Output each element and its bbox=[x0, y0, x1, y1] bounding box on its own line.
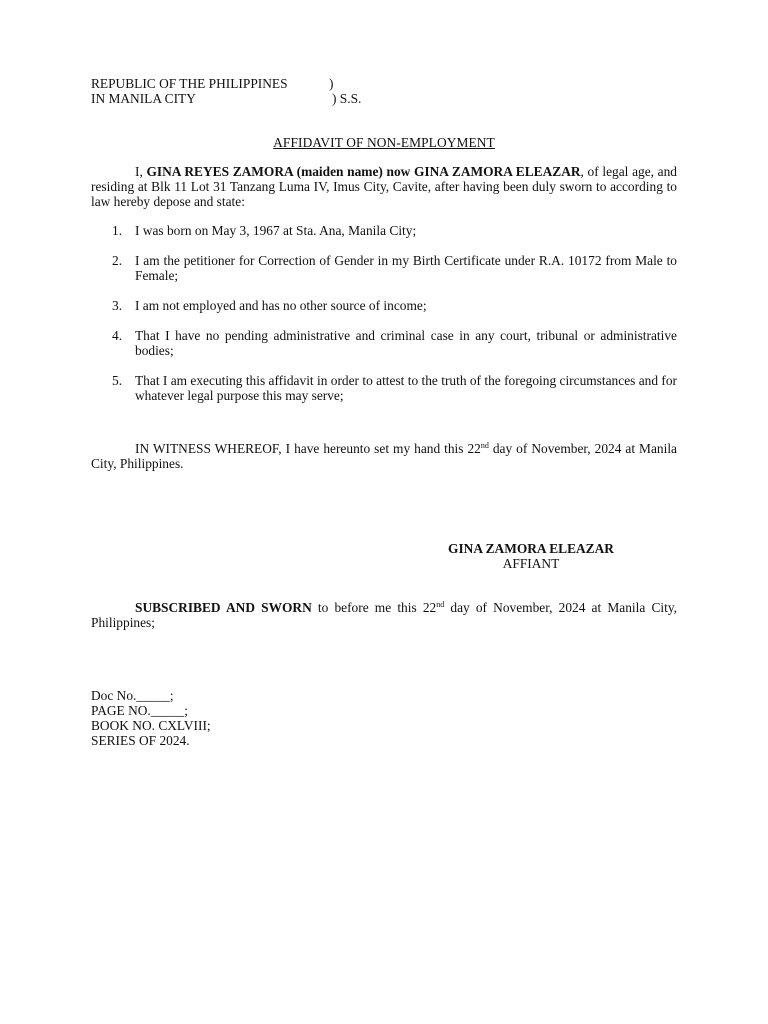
list-item-number: 4. bbox=[112, 328, 123, 343]
list-item-text: I was born on May 3, 1967 at Sta. Ana, Manila City; bbox=[135, 223, 417, 238]
list-item-text: That I am executing this affidavit in order to attest to the truth of the foregoing circumstances and for whatever legal purpose this may serve; bbox=[135, 373, 677, 403]
venue-city-text: IN MANILA CITY bbox=[91, 91, 196, 106]
venue-republic-mark: ) bbox=[329, 76, 334, 91]
list-item-text: That I have no pending administrative and criminal case in any court, tribunal or administrative bodies; bbox=[135, 328, 677, 358]
witness-ordinal-suffix: nd bbox=[480, 441, 489, 450]
intro-paragraph bbox=[91, 164, 677, 209]
list-item-text: I am the petitioner for Correction of Gender in my Birth Certificate under R.A. 10172 from Male to Female; bbox=[135, 253, 677, 283]
jurat-ordinal-suffix: nd bbox=[436, 600, 445, 609]
jurat-before: to before me this 22 bbox=[311, 600, 437, 615]
venue-line-city bbox=[91, 91, 677, 106]
venue-line-republic bbox=[91, 76, 677, 91]
document-title: AFFIDAVIT OF NON-EMPLOYMENT bbox=[273, 135, 495, 150]
affidavit-page bbox=[91, 76, 677, 748]
intro-rest: , of legal age, and residing at Blk 11 Lot 31 Tanzang Luma IV, Imus City, Cavite, after having been duly sworn to according to law hereby depose and state: bbox=[91, 164, 677, 209]
book-no-line: BOOK NO. CXLVIII; bbox=[91, 718, 211, 733]
affiant-signature-name: GINA ZAMORA ELEAZAR bbox=[448, 541, 614, 556]
page-no-line: PAGE NO._____; bbox=[91, 703, 188, 718]
list-item bbox=[91, 223, 677, 238]
venue-block bbox=[91, 76, 677, 106]
statement-list bbox=[91, 223, 677, 403]
witness-after: day of November, 2024 at Manila City, Philippines. bbox=[91, 441, 677, 471]
doc-no-line: Doc No._____; bbox=[91, 688, 174, 703]
list-item-number: 5. bbox=[112, 373, 123, 388]
list-item-number: 3. bbox=[112, 298, 123, 313]
affiant-full-name: GINA REYES ZAMORA (maiden name) now GINA ZAMORA ELEAZAR bbox=[146, 164, 581, 179]
list-item bbox=[91, 298, 677, 313]
list-item-number: 2. bbox=[112, 253, 123, 268]
series-line: SERIES OF 2024. bbox=[91, 733, 190, 748]
list-item-text: I am not employed and has no other source of income; bbox=[135, 298, 427, 313]
venue-republic-text: REPUBLIC OF THE PHILIPPINES bbox=[91, 76, 288, 91]
jurat-bold-phrase: SUBSCRIBED AND SWORN bbox=[135, 600, 312, 615]
jurat-paragraph bbox=[91, 600, 677, 630]
witness-paragraph bbox=[91, 441, 677, 471]
affiant-role-label: AFFIANT bbox=[502, 556, 560, 571]
venue-ss-mark: ) S.S. bbox=[332, 91, 362, 106]
jurat-after: day of November, 2024 at Manila City, Philippines; bbox=[91, 600, 677, 630]
list-item-number: 1. bbox=[112, 223, 123, 238]
notarial-register-block bbox=[91, 688, 677, 748]
intro-prefix: I, bbox=[135, 164, 147, 179]
signature-block bbox=[431, 541, 631, 571]
list-item bbox=[91, 373, 677, 403]
list-item bbox=[91, 328, 677, 358]
list-item bbox=[91, 253, 677, 283]
witness-before: IN WITNESS WHEREOF, I have hereunto set my hand this 22 bbox=[135, 441, 481, 456]
